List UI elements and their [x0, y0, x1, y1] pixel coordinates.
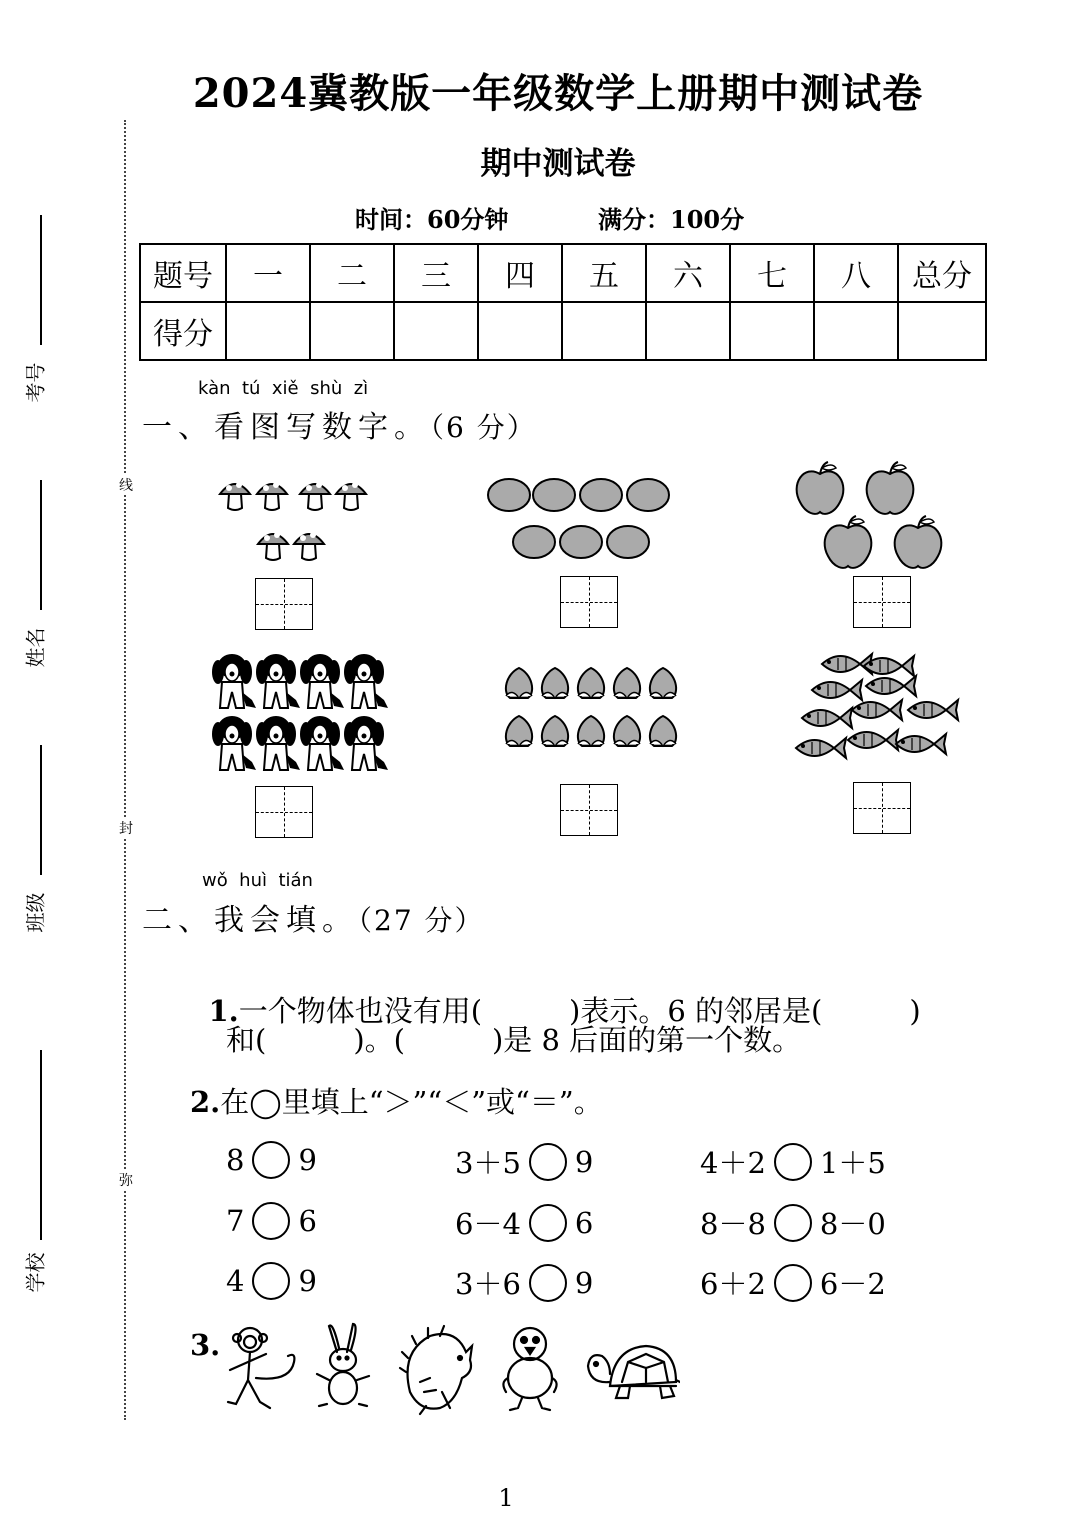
- question-text: 在◯里填上“＞”“＜”或“＝”。: [220, 1085, 603, 1119]
- page-title: 2024冀教版一年级数学上册期中测试卷: [192, 70, 924, 117]
- hedgehog-icon: [400, 1326, 472, 1414]
- score-table: [139, 243, 987, 361]
- comparison-item: [455, 1262, 593, 1303]
- school-line[interactable]: [40, 1050, 42, 1240]
- exam-id-label: 考号: [23, 362, 48, 403]
- rabbit-icon: [317, 1324, 369, 1406]
- score-input-cell[interactable]: [394, 302, 478, 360]
- score-table-header-row: [140, 244, 986, 302]
- answer-box-fish[interactable]: [853, 782, 911, 834]
- compare-circle[interactable]: [252, 1262, 290, 1300]
- compare-circle[interactable]: [774, 1264, 812, 1302]
- score-input-cell[interactable]: [226, 302, 310, 360]
- section2-heading: [142, 895, 485, 939]
- table-cell: 四: [478, 244, 562, 302]
- comparison-item: [455, 1202, 593, 1243]
- comparison-item: [700, 1202, 886, 1243]
- animals-image: [220, 1322, 680, 1420]
- compare-circle[interactable]: [252, 1141, 290, 1179]
- table-cell: 六: [646, 244, 730, 302]
- left-operand: 4＋2: [700, 1146, 766, 1180]
- table-cell: 五: [562, 244, 646, 302]
- question-number: 2.: [190, 1085, 221, 1119]
- right-operand: 9: [574, 1144, 594, 1179]
- question-number: 3.: [190, 1328, 221, 1362]
- right-operand: 8－0: [819, 1207, 886, 1241]
- score-input-cell[interactable]: [730, 302, 814, 360]
- mushroom-group-image: [210, 470, 380, 570]
- left-operand: 8－8: [700, 1207, 766, 1241]
- question-2: [190, 1080, 603, 1121]
- score-input-cell[interactable]: [478, 302, 562, 360]
- apple-group-image: [790, 458, 955, 573]
- comparison-item: [455, 1141, 593, 1182]
- right-operand: 6－2: [819, 1267, 886, 1301]
- left-operand: 6－4: [455, 1207, 521, 1241]
- score-input-cell[interactable]: [562, 302, 646, 360]
- fish-group-image: [790, 648, 968, 768]
- right-operand: 9: [574, 1265, 594, 1300]
- exam-id-line[interactable]: [40, 215, 42, 345]
- question-1-line-2: 和( )。( )是 8 后面的第一个数。: [226, 1023, 802, 1057]
- right-operand: 1＋5: [819, 1146, 886, 1180]
- compare-circle[interactable]: [774, 1204, 812, 1242]
- score-input-cell[interactable]: [646, 302, 730, 360]
- table-cell: 得分: [140, 302, 226, 360]
- answer-box-mushroom[interactable]: [255, 578, 313, 630]
- compare-circle[interactable]: [529, 1143, 567, 1181]
- section-title: 我会填。: [214, 903, 358, 938]
- compare-circle[interactable]: [529, 1264, 567, 1302]
- name-label: 姓名: [23, 627, 48, 668]
- compare-circle[interactable]: [529, 1204, 567, 1242]
- peach-group-image: [500, 660, 690, 755]
- question-3-number: [190, 1328, 220, 1362]
- answer-box-fruit[interactable]: [560, 576, 618, 628]
- school-label: 学校: [23, 1252, 48, 1293]
- left-operand: 8: [226, 1143, 245, 1177]
- score-table-score-row: [140, 302, 986, 360]
- score-input-cell[interactable]: [310, 302, 394, 360]
- score-input-cell[interactable]: [814, 302, 898, 360]
- comparison-item: [226, 1262, 317, 1300]
- class-line[interactable]: [40, 745, 42, 875]
- monkey-icon: [228, 1328, 294, 1408]
- right-operand: 9: [298, 1143, 317, 1177]
- comparison-item: [700, 1262, 886, 1303]
- comparison-item: [226, 1202, 317, 1240]
- exam-time: 时间：60分钟: [355, 205, 509, 234]
- score-input-cell[interactable]: [898, 302, 986, 360]
- table-cell: 八: [814, 244, 898, 302]
- left-operand: 3＋5: [455, 1146, 521, 1180]
- section-points: （27 分）: [358, 904, 485, 937]
- left-operand: 6＋2: [700, 1267, 766, 1301]
- table-cell: 总分: [898, 244, 986, 302]
- compare-circle[interactable]: [774, 1143, 812, 1181]
- answer-box-peach[interactable]: [560, 784, 618, 836]
- page-subtitle: 期中测试卷: [480, 146, 636, 182]
- left-operand: 7: [226, 1204, 245, 1238]
- page-number: 1: [498, 1484, 514, 1512]
- right-operand: 6: [574, 1205, 594, 1240]
- compare-circle[interactable]: [252, 1202, 290, 1240]
- binding-mark: 线: [119, 475, 133, 495]
- left-operand: 3＋6: [455, 1267, 521, 1301]
- full-score: 满分：100分: [598, 205, 745, 234]
- table-cell: 题号: [140, 244, 226, 302]
- dog-group-image: [210, 650, 392, 775]
- table-cell: 一: [226, 244, 310, 302]
- section1-heading: [142, 402, 537, 446]
- right-operand: 9: [298, 1264, 317, 1298]
- question-number: 1.: [208, 994, 239, 1028]
- table-cell: 三: [394, 244, 478, 302]
- binding-mark: 封: [119, 818, 133, 838]
- section-points: （6 分）: [430, 411, 537, 444]
- left-operand: 4: [226, 1264, 245, 1298]
- section1-pinyin: kàn tú xiě shù zì: [198, 378, 369, 399]
- section-number: 一、: [142, 410, 214, 445]
- class-label: 班级: [23, 892, 48, 933]
- turtle-icon: [588, 1346, 680, 1398]
- binding-dotted-line: [124, 120, 126, 1420]
- binding-mark: 弥: [119, 1170, 133, 1190]
- comparison-item: [700, 1141, 886, 1182]
- table-cell: 七: [730, 244, 814, 302]
- chick-icon: [503, 1328, 556, 1410]
- section2-pinyin: wǒ huì tián: [202, 870, 313, 891]
- fruit-group-image: [485, 475, 680, 565]
- table-cell: 二: [310, 244, 394, 302]
- comparison-item: [226, 1141, 317, 1179]
- section-number: 二、: [142, 903, 214, 938]
- answer-box-apple[interactable]: [853, 576, 911, 628]
- right-operand: 6: [298, 1204, 317, 1238]
- question-text: 一个物体也没有用( )表示。6 的邻居是( ): [238, 994, 921, 1028]
- answer-box-dog[interactable]: [255, 786, 313, 838]
- section-title: 看图写数字。: [214, 410, 430, 445]
- name-line[interactable]: [40, 480, 42, 610]
